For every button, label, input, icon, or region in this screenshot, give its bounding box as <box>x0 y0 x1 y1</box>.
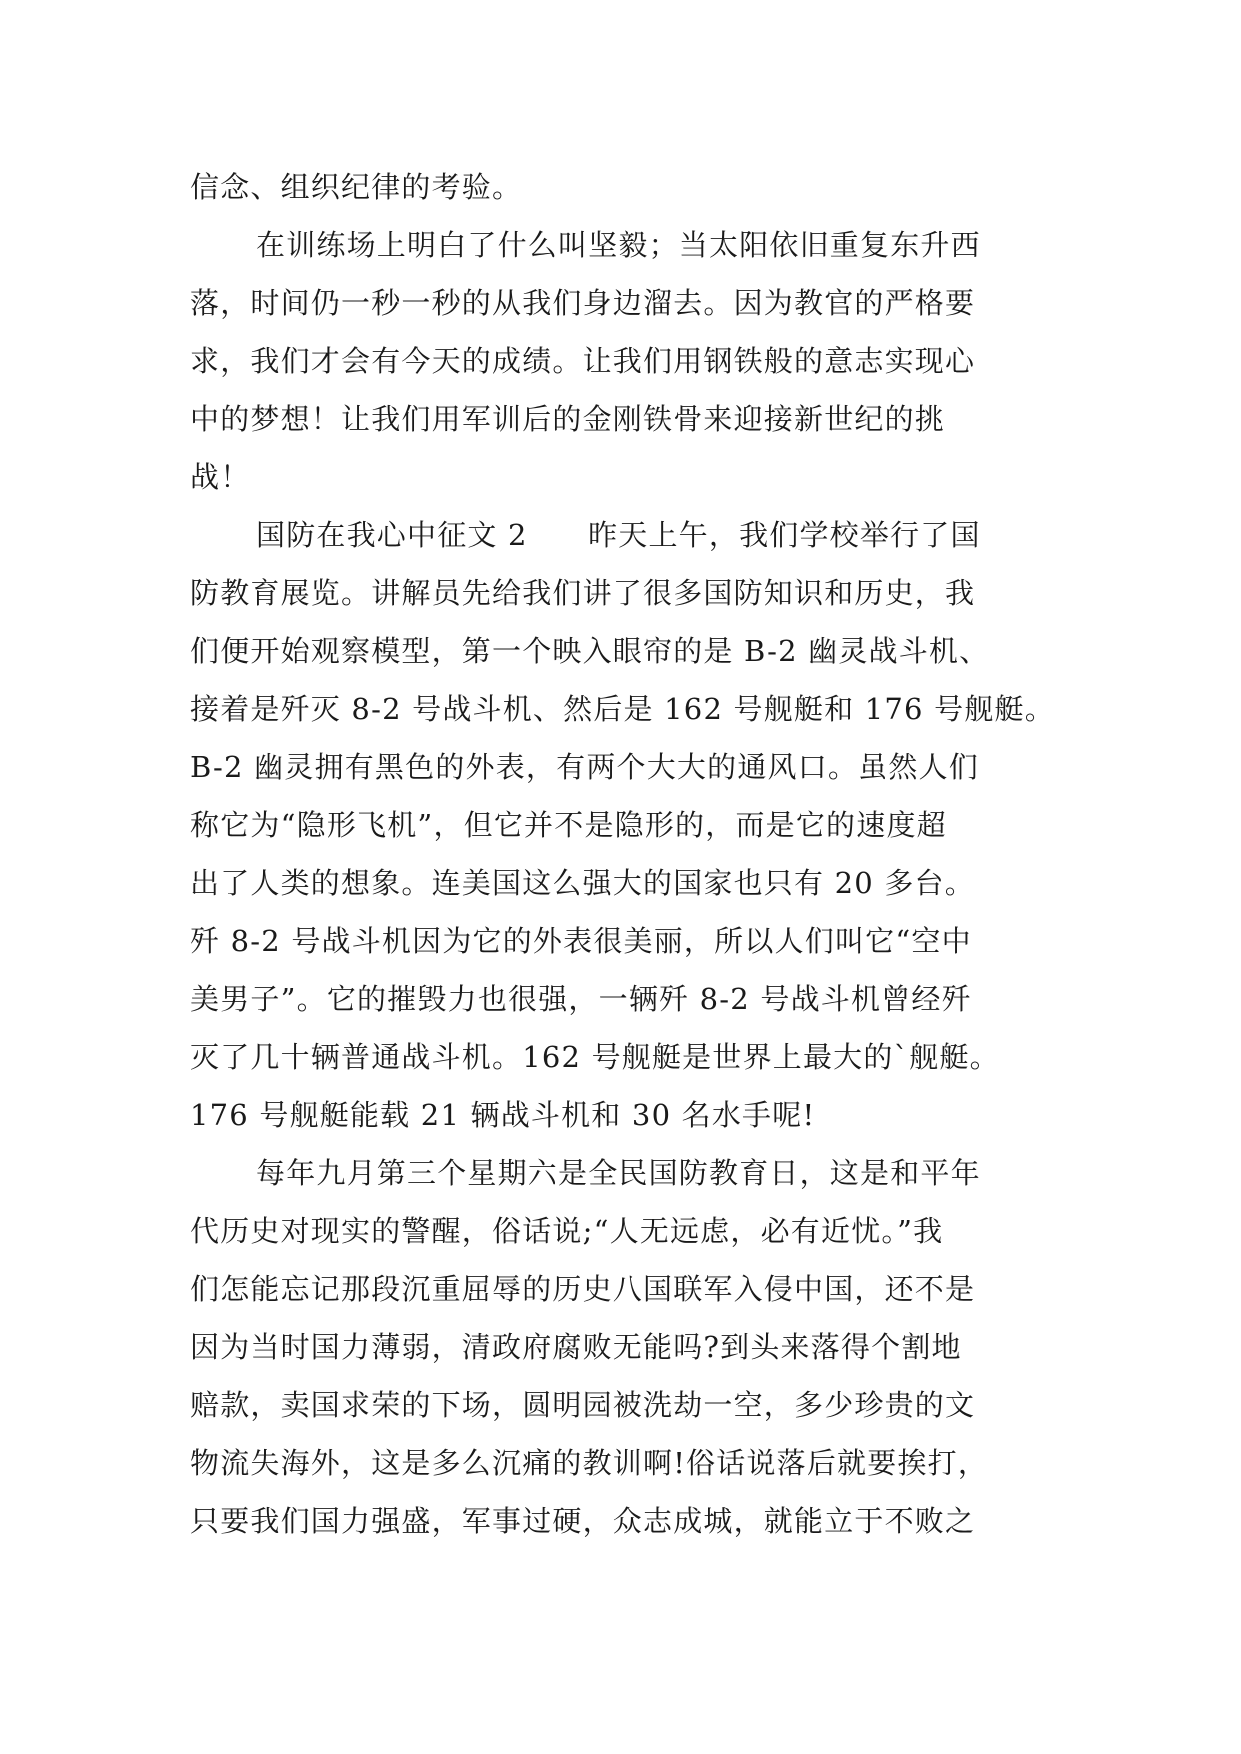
text-line: 每年九月第三个星期六是全民国防教育日，这是和平年 <box>256 1156 981 1190</box>
text-line: 接着是歼灭 8-2 号战斗机、然后是 162 号舰艇和 176 号舰艇。 <box>190 692 1055 726</box>
text-line: 落，时间仍一秒一秒的从我们身边溜去。因为教官的严格要 <box>190 286 976 320</box>
text-line: 因为当时国力薄弱，清政府腐败无能吗?到头来落得个割地 <box>190 1330 962 1364</box>
text-line: 美男子”。它的摧毁力也很强，一辆歼 8-2 号战斗机曾经歼 <box>190 982 972 1016</box>
text-line: 出了人类的想象。连美国这么强大的国家也只有 20 多台。 <box>190 866 975 900</box>
text-line: 们怎能忘记那段沉重屈辱的历史八国联军入侵中国，还不是 <box>190 1272 976 1306</box>
text-line: 战！ <box>190 460 251 494</box>
text-line: B-2 幽灵拥有黑色的外表，有两个大大的通风口。虽然人们 <box>190 750 979 784</box>
text-line: 国防在我心中征文 2 昨天上午，我们学校举行了国 <box>256 518 981 552</box>
text-line: 赔款，卖国求荣的下场，圆明园被洗劫一空，多少珍贵的文 <box>190 1388 976 1422</box>
text-line: 灭了几十辆普通战斗机。162 号舰艇是世界上最大的`舰艇。 <box>190 1040 1000 1074</box>
text-line: 信念、组织纪律的考验。 <box>190 170 523 204</box>
text-line: 代历史对现实的警醒，俗话说;“人无远虑，必有近忧。”我 <box>190 1214 944 1248</box>
text-line: 求，我们才会有今天的成绩。让我们用钢铁般的意志实现心 <box>190 344 976 378</box>
text-line: 防教育展览。讲解员先给我们讲了很多国防知识和历史，我 <box>190 576 976 610</box>
text-line: 中的梦想！让我们用军训后的金刚铁骨来迎接新世纪的挑 <box>190 402 946 436</box>
text-line: 在训练场上明白了什么叫坚毅；当太阳依旧重复东升西 <box>256 228 981 262</box>
text-line: 物流失海外，这是多么沉痛的教训啊!俗话说落后就要挨打， <box>190 1446 989 1480</box>
text-line: 们便开始观察模型，第一个映入眼帘的是 B-2 幽灵战斗机、 <box>190 634 990 668</box>
document-body <box>190 158 1060 1550</box>
text-line: 只要我们国力强盛，军事过硬，众志成城，就能立于不败之 <box>190 1504 976 1538</box>
text-line: 称它为“隐形飞机”，但它并不是隐形的，而是它的速度超 <box>190 808 947 842</box>
text-line: 176 号舰艇能载 21 辆战斗机和 30 名水手呢! <box>190 1098 816 1132</box>
text-line: 歼 8-2 号战斗机因为它的外表很美丽，所以人们叫它“空中 <box>190 924 972 958</box>
